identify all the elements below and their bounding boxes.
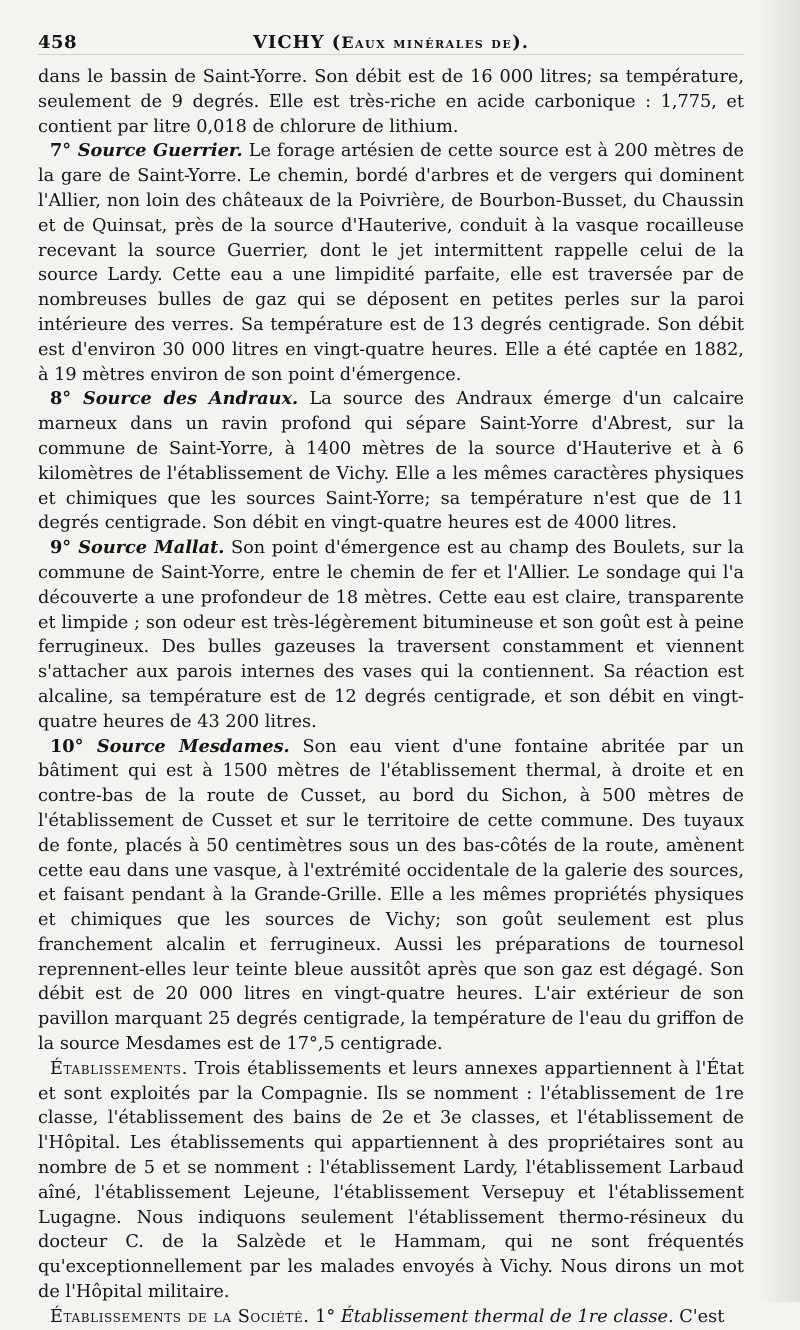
- section-heading: Établissements de la Société.: [50, 1306, 310, 1327]
- item-number: 7°: [50, 140, 78, 162]
- section-heading: Source des Andraux.: [82, 388, 299, 410]
- paragraph-etablissements: [38, 1057, 744, 1305]
- body-text: [38, 65, 744, 1330]
- section-heading: Source Guerrier.: [77, 140, 243, 162]
- paragraph-text: Trois établissements et leurs annexes appartiennent à l'État et sont exploités par la Compagnie. Ils se nomment : l'établissement de 1re classe, l'établissement des bains de 2e et 3e classes, et l'établissement de l'Hôpital. Les établissements qui appartiennent à des propriétaires sont au nombre de 5 et se nomment : l'établissement Lardy, l'établissement Larbaud aîné, l'établissement Lejeune, l'établissement Versepuy et l'établissement Lugagne. Nous indiquons seulement l'établissement thermo-résineux du docteur C. de la Salzède et le Hammam, qui ne sont fréquentés qu'exceptionnellement par les malades envoyés à Vichy. Nous dirons un mot de l'Hôpital militaire.: [38, 1058, 744, 1303]
- paragraph-text: La source des Andraux émerge d'un calcaire marneux dans un ravin profond qui sépare Saint-Yorre d'Abrest, sur la commune de Saint-Yorre, à 1400 mètres de la source d'Hauterive et à 6 kilomètres de l'établissement de Vichy. Elle a les mêmes caractères physiques et chimiques que les sources Saint-Yorre; sa température n'est que de 11 degrés centigrade. Son débit en vingt-quatre heures est de 4000 litres.: [38, 389, 745, 534]
- section-heading: Source Mallat.: [78, 537, 225, 559]
- section-heading: Source Mesdames.: [96, 735, 290, 757]
- item-number: 8°: [50, 388, 83, 410]
- paragraph-source-mallat: [38, 536, 744, 734]
- paragraph-text: Son point d'émergence est au champ des Boulets, sur la commune de Saint-Yorre, entre le chemin de fer et l'Allier. Le sondage qui l'a découverte a une profondeur de 18 mètres. Cette eau est claire, transparente et limpide ; son odeur est très-légèrement bitumineuse et son goût est à peine ferrugineux. Des bulles gazeuses la traversent constamment et viennent s'attacher aux parois internes des vases qui la contiennent. Sa réaction est alcaline, sa température est de 12 degrés centigrade, et son débit en vingt-quatre heures de 43 200 litres.: [38, 538, 744, 732]
- running-title-main: VICHY (: [252, 32, 342, 53]
- running-title: [38, 32, 744, 53]
- paragraph-source-mesdames: [38, 735, 744, 1057]
- section-heading: Établissements.: [50, 1058, 188, 1079]
- item-number: 1°: [309, 1306, 341, 1327]
- paragraph-source-andraux: [38, 387, 744, 536]
- item-number: 9°: [50, 537, 79, 559]
- item-number: 10°: [50, 735, 97, 757]
- paragraph-source-guerrier: [38, 139, 744, 387]
- subsection-heading: Établissement thermal de 1re classe.: [340, 1306, 674, 1327]
- paragraph-text: dans le bassin de Saint-Yorre. Son débit est de 16 000 litres; sa température, seulement de 9 degrés. Elle est très-riche en acide carbonique : 1,775, et contient par litre 0,018 de chlorure de lithium.: [38, 67, 744, 137]
- paragraph-etablissements-societe: [38, 1305, 744, 1330]
- running-title-end: ).: [512, 32, 530, 53]
- page-edge-shadow: [758, 0, 800, 1302]
- running-title-smallcaps: Eaux minérales de: [341, 33, 513, 52]
- paragraph-text: Le forage artésien de cette source est à 200 mètres de la gare de Saint-Yorre. Le chemin, bordé d'arbres et de vergers qui dominent l'Allier, non loin des châteaux de la Poivrière, de Bourbon-Busset, du Chaussin et de Quinsat, près de la source d'Hauterive, conduit à la vasque rocailleuse recevant la source Guerrier, dont le jet intermittent rappelle celui de la source Lardy. Cette eau a une limpidité parfaite, elle est traversée par de nombreuses bulles de gaz qui se déposent en petites perles sur la paroi intérieure des verres. Sa température est de 13 degrés centigrade. Son débit est d'environ 30 000 litres en vingt-quatre heures. Elle a été captée en 1882, à 19 mètres environ de son point d'émergence.: [38, 141, 744, 385]
- page-number: 458: [38, 32, 78, 53]
- paragraph-text: Son eau vient d'une fontaine abritée par un bâtiment qui est à 1500 mètres de l'établissement thermal, à droite et en contre-bas de la route de Cusset, au bord du Sichon, à 500 mètres de l'établissement de Cusset et sur le territoire de cette commune. Des tuyaux de fonte, placés à 50 centimètres sous un des bas-côtés de la route, amènent cette eau dans une vasque, à l'extrémité occidentale de la galerie des sources, et faisant pendant à la Grande-Grille. Elle a les mêmes propriétés physiques et chimiques que les sources de Vichy; son goût seulement est plus franchement alcalin et ferrugineux. Aussi les préparations de tournesol reprennent-elles leur teinte bleue aussitôt après que son gaz est dégagé. Son débit est de 20 000 litres en vingt-quatre heures. L'air extérieur de son pavillon marquant 25 degrés centigrade, la température de l'eau du griffon de la source Mesdames est de 17°,5 centigrade.: [38, 736, 744, 1055]
- paragraph-continuation: [38, 65, 744, 139]
- paragraph-text: C'est: [673, 1306, 725, 1327]
- running-head: [38, 26, 744, 55]
